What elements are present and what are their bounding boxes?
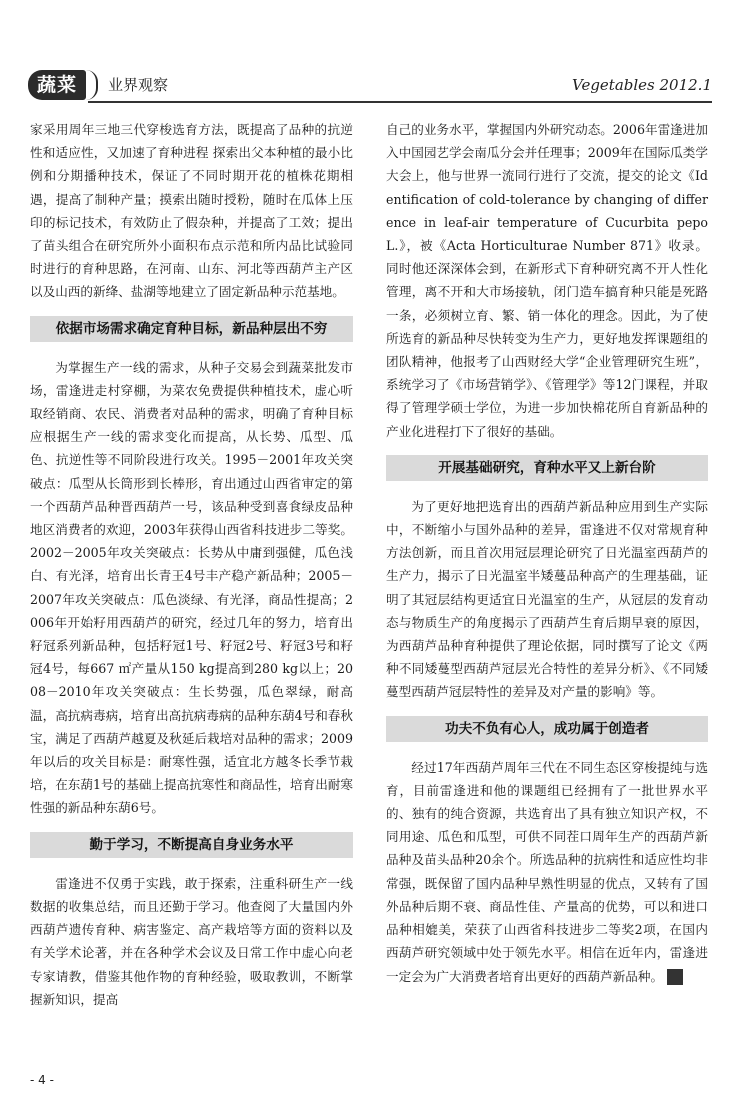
end-mark-icon: 蔬: [667, 969, 683, 985]
right-column: [386, 118, 708, 1000]
section-name: 业界观察: [108, 76, 169, 94]
header-rule: [88, 101, 712, 103]
paragraph-text: 经过17年西葫芦周年三代在不同生态区穿梭提纯与选育，目前雷逢进和他的课题组已经拥有了一批世界水平的、独有的纯合资源，共选育出了具有独立知识产权，不同用途、瓜色和瓜型，可供不同茬口周年生产的西葫芦新品种及苗头品种20余个。所选品种的抗病性和适应性均非常强，既保留了国内品种早熟性明显的优点，又转有了国外品种后期不衰、商品性佳、产量高的优势，可以和进口品种相媲美，荣获了山西省科技进步二等奖2项，在国内西葫芦研究领域中处于领先水平。相信在近年内，雷逢进一定会为广大消费者培育出更好的西葫芦新品种。: [386, 759, 708, 984]
paragraph: 家采用周年三地三代穿梭选育方法，既提高了品种的抗逆性和适应性，又加速了育种进程 探索出父本种植的最小比例和分期播种技术，保证了不同时期开花的植株花期相遇，提高了制种产量；摸索出随时授粉，随时在瓜体上压印的标记技术，有效防止了假杂种，并提高了工效；提出了苗头组合在研究所外小面积布点示范和所内品比试验同时进行的育种思路，在河南、山东、河北等西葫芦主产区以及山西的新绛、盐湖等地建立了固定新品种示范基地。: [30, 122, 353, 300]
journal-issue: Vegetables 2012.1: [571, 76, 712, 94]
section-heading: 依据市场需求确定育种目标，新品种层出不穷: [30, 316, 353, 342]
journal-logo: 蔬菜: [28, 70, 86, 100]
logo-bracket: [86, 70, 98, 100]
section-heading: 勤于学习，不断提高自身业务水平: [30, 832, 353, 858]
paragraph: 自己的业务水平，掌握国内外研究动态。2006年雷逢进加入中国园艺学会南瓜分会并任理事；2009年在国际瓜类学大会上，他与世界一流同行进行了交流，提交的论文《Identification of cold-tolerance by changing of difference in leaf-air temperature of Cucurbita pepo L.》，被《Acta Horticulturae Number 871》收录。同时他还深深体会到，在新形式下育种研究离不开人性化管理，离不开和大市场接轨，闭门造车搞育种只能是死路一条，必须树立育、繁、销一体化的理念。因此，为了使所选育的新品种尽快转变为生产力，更好地发挥课题组的团队精神，他报考了山西财经大学“企业管理研究生班”，系统学习了《市场营销学》、《管理学》等12门课程，并取得了管理学硕士学位，为进一步加快棉花所自育新品种的产业化进程打下了很好的基础。: [386, 122, 708, 439]
paragraph-final: [386, 756, 708, 988]
section-heading: 功夫不负有心人，成功属于创造者: [386, 716, 708, 742]
paragraph: 雷逢进不仅勇于实践，敢于探索，注重科研生产一线数据的收集总结，而且还勤于学习。他查阅了大量国内外西葫芦遗传育种、病害鉴定、高产栽培等方面的资料以及有关学术论著，并在各种学术会议及日常工作中虚心向老专家请教，借鉴其他作物的育种经验，吸取教训，不断掌握新知识，提高: [30, 875, 353, 1007]
left-column: [30, 118, 353, 1023]
paragraph: 为了更好地把选育出的西葫芦新品种应用到生产实际中，不断缩小与国外品种的差异，雷逢进不仅对常规育种方法创新，而且首次用冠层理论研究了日光温室西葫芦的生产力，揭示了日光温室半矮蔓品种高产的生理基础，证明了其冠层结构更适宜日光温室的生产，从冠层的发育动态与物质生产的角度揭示了西葫芦生育后期早衰的原因，为西葫芦品种育种提供了理论依据，同时撰写了论文《两种不同矮蔓型西葫芦冠层光合特性的差异分析》、《不同矮蔓型西葫芦冠层特性的差异及对产量的影响》等。: [386, 498, 708, 700]
page-header: [28, 66, 712, 102]
paragraph: 为掌握生产一线的需求，从种子交易会到蔬菜批发市场，雷逢进走村穿棚，为菜农免费提供种植技术，虚心听取经销商、农民、消费者对品种的需求，明确了育种目标应根据生产一线的需求变化而提高，从长势、瓜型、瓜色、抗逆性等不同阶段进行攻关。1995－2001年攻关突破点：瓜型从长筒形到长棒形，育出通过山西省审定的第一个西葫芦品种晋西葫芦一号，该品种受到喜食绿皮品种地区消费者的欢迎，2003年获得山西省科技进步二等奖。2002－2005年攻关突破点：长势从中庸到强健，瓜色浅白、有光泽，培育出长青王4号丰产稳产新品种；2005－2007年攻关突破点：瓜色淡绿、有光泽，商品性提高；2006年开始籽用西葫芦的研究，经过几年的努力，培育出籽冠系列新品种，包括籽冠1号、籽冠2号、籽冠3号和籽冠4号，每667 ㎡产量从150 kg提高到280 kg以上；2008－2010年攻关突破点：生长势强，瓜色翠绿，耐高温，高抗病毒病，培育出高抗病毒病的品种东葫4号和春秋宝，满足了西葫芦越夏及秋延后栽培对品种的需求；2009年以后的攻关目标是：耐寒性强，适宜北方越冬长季节栽培，在东葫1号的基础上提高抗寒性和商品性，培育出耐寒性强的新品种东葫6号。: [30, 359, 353, 816]
page-number: - 4 -: [30, 1073, 54, 1087]
section-heading: 开展基础研究，育种水平又上新台阶: [386, 455, 708, 481]
